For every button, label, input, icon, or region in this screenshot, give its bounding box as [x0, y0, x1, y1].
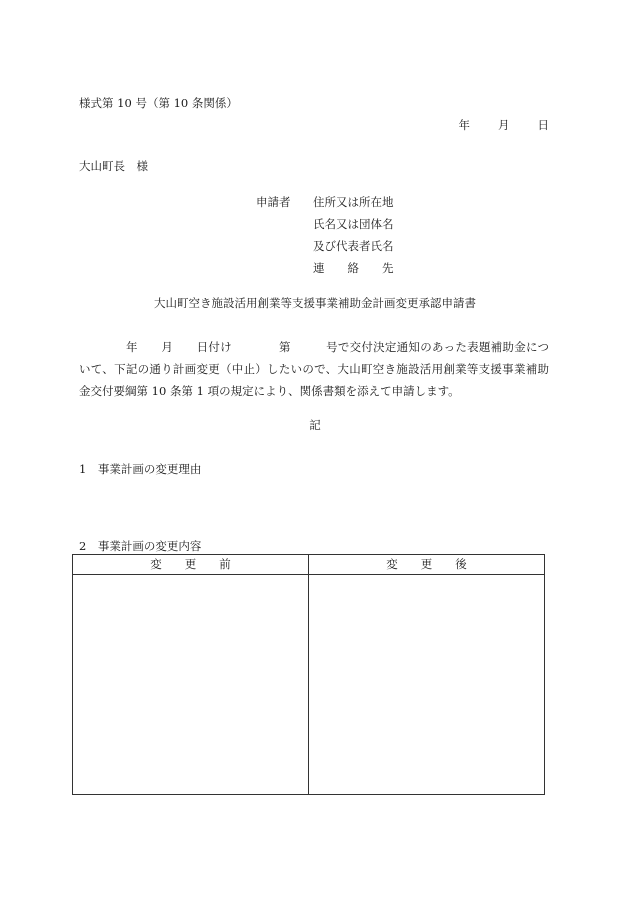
applicant-fields	[313, 195, 394, 283]
section-2-heading: 2 事業計画の変更内容	[79, 539, 202, 553]
address-field-label: 住所又は所在地	[313, 195, 394, 209]
addressee: 大山町長 様	[79, 159, 148, 173]
day-label: 日	[537, 118, 549, 132]
before-header: 変 更 前	[73, 555, 308, 575]
body-paragraph: 年 月 日付け 第 号で交付決定通知のあった表題補助金について、下記の通り計画変更（中止）したいので、大山町空き施設活用創業等支援事業補助金交付要綱第 10 条第 1 項の規定により、関係書類を添えて申請します。	[79, 340, 549, 398]
change-table	[72, 554, 545, 795]
name-field-label: 氏名又は団体名	[313, 217, 394, 231]
date-line	[459, 118, 550, 132]
contact-field-label: 連 絡 先	[313, 261, 394, 275]
month-label: 月	[498, 118, 510, 132]
after-column	[308, 555, 544, 794]
before-column	[73, 555, 308, 794]
ki-heading: 記	[309, 418, 321, 432]
applicant-label: 申請者	[256, 195, 291, 209]
section-1-heading: 1 事業計画の変更理由	[79, 462, 202, 476]
after-header: 変 更 後	[309, 555, 544, 575]
before-cell[interactable]	[73, 575, 308, 794]
year-label: 年	[458, 118, 470, 132]
after-cell[interactable]	[309, 575, 544, 794]
representative-field-label: 及び代表者氏名	[313, 239, 394, 253]
document-title: 大山町空き施設活用創業等支援事業補助金計画変更承認申請書	[154, 296, 476, 310]
form-number: 様式第 10 号（第 10 条関係）	[79, 96, 238, 110]
